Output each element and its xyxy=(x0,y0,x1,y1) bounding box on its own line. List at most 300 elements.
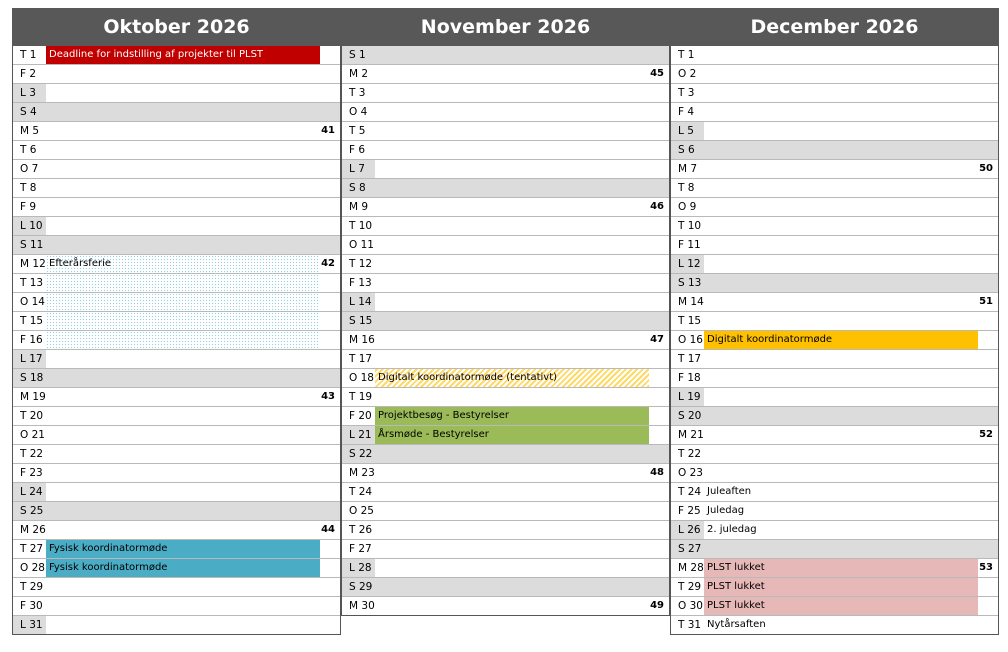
day-row xyxy=(13,444,340,463)
week-number: 53 xyxy=(979,562,993,573)
day-list xyxy=(670,46,999,635)
day-cell xyxy=(46,141,340,159)
day-row xyxy=(342,311,669,330)
day-label: S 25 xyxy=(13,502,46,520)
day-row xyxy=(13,178,340,197)
month-title: Oktober 2026 xyxy=(12,8,341,46)
calendar-event: Efterårsferie xyxy=(46,255,320,273)
day-label: F 6 xyxy=(349,144,366,156)
day-row xyxy=(671,520,998,539)
day-cell xyxy=(375,179,669,197)
day-cell xyxy=(704,616,998,634)
week-number: 52 xyxy=(979,429,993,440)
day-label: L 5 xyxy=(671,122,704,140)
day-cell xyxy=(704,217,998,235)
month-column-october xyxy=(12,8,341,635)
day-label: L 7 xyxy=(342,160,375,178)
day-row xyxy=(671,140,998,159)
day-cell xyxy=(375,217,669,235)
week-number: 51 xyxy=(979,296,993,307)
day-label: S 22 xyxy=(342,445,375,463)
day-row xyxy=(13,539,340,558)
day-row xyxy=(671,273,998,292)
day-label: O 23 xyxy=(678,467,703,479)
day-label: S 13 xyxy=(671,274,704,292)
day-row xyxy=(13,254,340,273)
day-cell xyxy=(375,502,669,520)
day-label: T 12 xyxy=(349,258,373,270)
day-cell xyxy=(46,578,340,596)
day-label: T 3 xyxy=(678,87,695,99)
day-label: T 5 xyxy=(349,125,366,137)
day-cell xyxy=(704,578,998,596)
day-label: L 21 xyxy=(342,426,375,444)
day-cell xyxy=(704,331,998,349)
day-label: T 8 xyxy=(20,182,37,194)
day-cell xyxy=(46,179,340,197)
day-label: S 20 xyxy=(671,407,704,425)
day-cell xyxy=(375,445,669,463)
day-row xyxy=(342,102,669,121)
day-cell xyxy=(375,122,669,140)
day-row xyxy=(671,121,998,140)
day-label: T 27 xyxy=(20,543,44,555)
day-row xyxy=(342,216,669,235)
day-label: O 2 xyxy=(678,68,697,80)
day-label: O 11 xyxy=(349,239,374,251)
month-title: December 2026 xyxy=(670,8,999,46)
day-row xyxy=(671,235,998,254)
day-cell xyxy=(375,312,669,330)
day-cell xyxy=(375,331,669,349)
calendar-event: PLST lukket xyxy=(704,597,978,615)
day-row xyxy=(671,102,998,121)
week-number: 47 xyxy=(650,334,664,345)
week-number: 44 xyxy=(321,524,335,535)
day-row xyxy=(671,558,998,577)
day-row xyxy=(13,330,340,349)
day-row xyxy=(671,311,998,330)
day-label: F 4 xyxy=(678,106,695,118)
month-column-december xyxy=(670,8,999,635)
day-cell xyxy=(46,312,340,330)
day-label: T 19 xyxy=(349,391,373,403)
day-label: T 13 xyxy=(20,277,44,289)
day-label: L 28 xyxy=(342,559,375,577)
day-cell xyxy=(46,122,340,140)
day-row xyxy=(13,349,340,368)
day-row xyxy=(671,387,998,406)
calendar-event xyxy=(46,293,320,311)
day-label: M 23 xyxy=(349,467,375,479)
day-row xyxy=(342,235,669,254)
day-row xyxy=(13,368,340,387)
calendar-event: 2. juledag xyxy=(707,524,757,535)
day-label: M 14 xyxy=(678,296,704,308)
day-label: T 20 xyxy=(20,410,44,422)
day-row xyxy=(671,159,998,178)
day-row xyxy=(342,482,669,501)
day-cell xyxy=(46,502,340,520)
day-row xyxy=(342,349,669,368)
day-cell xyxy=(704,293,998,311)
day-cell xyxy=(375,407,669,425)
day-label: T 15 xyxy=(678,315,702,327)
day-row xyxy=(342,273,669,292)
day-row xyxy=(671,178,998,197)
calendar-event xyxy=(46,274,320,292)
day-label: S 11 xyxy=(13,236,46,254)
day-label: F 20 xyxy=(349,410,372,422)
day-cell xyxy=(46,616,340,634)
week-number: 43 xyxy=(321,391,335,402)
day-label: F 23 xyxy=(20,467,43,479)
day-label: F 11 xyxy=(678,239,701,251)
day-cell xyxy=(46,597,340,615)
day-cell xyxy=(704,350,998,368)
day-cell xyxy=(46,217,340,235)
day-label: T 1 xyxy=(20,49,37,61)
day-row xyxy=(342,368,669,387)
day-row xyxy=(342,64,669,83)
day-cell xyxy=(375,597,669,615)
day-row xyxy=(342,444,669,463)
week-number: 50 xyxy=(979,163,993,174)
day-row xyxy=(13,197,340,216)
day-label: M 19 xyxy=(20,391,46,403)
day-label: L 12 xyxy=(671,255,704,273)
day-row xyxy=(342,558,669,577)
day-label: M 30 xyxy=(349,600,375,612)
day-label: T 22 xyxy=(678,448,702,460)
day-cell xyxy=(46,331,340,349)
day-row xyxy=(13,387,340,406)
day-row xyxy=(671,83,998,102)
day-label: F 13 xyxy=(349,277,372,289)
day-label: L 17 xyxy=(13,350,46,368)
day-row xyxy=(13,216,340,235)
day-row xyxy=(671,406,998,425)
day-cell xyxy=(704,464,998,482)
day-cell xyxy=(46,103,340,121)
day-row xyxy=(342,406,669,425)
calendar-event: Digitalt koordinatormøde xyxy=(704,331,978,349)
day-cell xyxy=(375,426,669,444)
day-label: T 24 xyxy=(678,486,702,498)
day-label: L 14 xyxy=(342,293,375,311)
calendar-event xyxy=(46,331,320,349)
day-cell xyxy=(704,388,998,406)
day-cell xyxy=(704,521,998,539)
day-label: M 12 xyxy=(20,258,46,270)
calendar-event: PLST lukket xyxy=(704,559,978,577)
day-row xyxy=(13,235,340,254)
day-cell xyxy=(375,274,669,292)
day-label: L 26 xyxy=(671,521,704,539)
day-row xyxy=(671,254,998,273)
day-cell xyxy=(704,407,998,425)
day-label: M 16 xyxy=(349,334,375,346)
day-cell xyxy=(46,160,340,178)
day-cell xyxy=(46,388,340,406)
day-row xyxy=(13,482,340,501)
day-label: O 14 xyxy=(20,296,45,308)
day-cell xyxy=(375,198,669,216)
day-cell xyxy=(46,521,340,539)
day-cell xyxy=(704,540,998,558)
day-cell xyxy=(375,388,669,406)
day-cell xyxy=(46,84,340,102)
day-cell xyxy=(46,255,340,273)
day-cell xyxy=(704,103,998,121)
day-cell xyxy=(46,464,340,482)
day-label: T 8 xyxy=(678,182,695,194)
day-label: S 18 xyxy=(13,369,46,387)
day-label: S 29 xyxy=(342,578,375,596)
day-row xyxy=(342,83,669,102)
day-label: F 30 xyxy=(20,600,43,612)
day-list xyxy=(341,46,670,616)
calendar-event: Projektbesøg - Bestyrelser xyxy=(375,407,649,425)
day-cell xyxy=(375,103,669,121)
day-row xyxy=(671,46,998,64)
day-label: T 3 xyxy=(349,87,366,99)
day-cell xyxy=(375,369,669,387)
calendar-event: Deadline for indstilling af projekter til PLST xyxy=(46,46,320,64)
day-label: O 21 xyxy=(20,429,45,441)
day-label: M 2 xyxy=(349,68,369,80)
day-cell xyxy=(704,312,998,330)
day-row xyxy=(13,292,340,311)
day-cell xyxy=(704,160,998,178)
day-row xyxy=(13,121,340,140)
day-row xyxy=(671,330,998,349)
day-row xyxy=(342,159,669,178)
day-row xyxy=(671,197,998,216)
calendar-event: Juledag xyxy=(707,505,745,516)
day-cell xyxy=(375,483,669,501)
day-cell xyxy=(704,483,998,501)
day-row xyxy=(342,330,669,349)
day-label: S 4 xyxy=(13,103,46,121)
day-label: L 24 xyxy=(13,483,46,501)
day-cell xyxy=(46,293,340,311)
day-label: O 7 xyxy=(20,163,39,175)
day-label: O 25 xyxy=(349,505,374,517)
day-label: S 27 xyxy=(671,540,704,558)
day-label: S 6 xyxy=(671,141,704,159)
day-label: T 17 xyxy=(349,353,373,365)
day-row xyxy=(13,501,340,520)
day-row xyxy=(13,83,340,102)
month-column-november xyxy=(341,8,670,616)
day-label: T 1 xyxy=(678,49,695,61)
day-cell xyxy=(375,255,669,273)
day-cell xyxy=(375,84,669,102)
week-number: 49 xyxy=(650,600,664,611)
day-cell xyxy=(704,65,998,83)
day-row xyxy=(342,140,669,159)
day-label: L 3 xyxy=(13,84,46,102)
day-label: F 2 xyxy=(20,68,37,80)
day-row xyxy=(13,102,340,121)
day-label: L 19 xyxy=(671,388,704,406)
calendar-event: Juleaften xyxy=(707,486,752,497)
day-label: F 9 xyxy=(20,201,37,213)
day-cell xyxy=(375,46,669,64)
day-label: T 29 xyxy=(20,581,44,593)
calendar-event: PLST lukket xyxy=(704,578,978,596)
day-label: M 7 xyxy=(678,163,698,175)
day-cell xyxy=(704,274,998,292)
day-row xyxy=(342,387,669,406)
day-label: O 16 xyxy=(678,334,703,346)
day-cell xyxy=(375,141,669,159)
day-cell xyxy=(46,483,340,501)
day-label: T 24 xyxy=(349,486,373,498)
week-number: 48 xyxy=(650,467,664,478)
day-row xyxy=(13,577,340,596)
day-row xyxy=(13,159,340,178)
day-row xyxy=(671,368,998,387)
day-label: M 21 xyxy=(678,429,704,441)
day-cell xyxy=(46,65,340,83)
day-row xyxy=(13,425,340,444)
calendar-event: Nytårsaften xyxy=(707,619,766,630)
day-cell xyxy=(375,293,669,311)
calendar-event: Årsmøde - Bestyrelser xyxy=(375,426,649,444)
day-label: L 31 xyxy=(13,616,46,634)
day-row xyxy=(342,197,669,216)
day-row xyxy=(671,216,998,235)
day-cell xyxy=(46,274,340,292)
day-cell xyxy=(704,179,998,197)
day-row xyxy=(342,520,669,539)
day-row xyxy=(13,463,340,482)
day-label: O 28 xyxy=(20,562,45,574)
day-label: T 10 xyxy=(678,220,702,232)
day-label: O 4 xyxy=(349,106,368,118)
day-label: O 9 xyxy=(678,201,697,213)
day-cell xyxy=(704,445,998,463)
day-row xyxy=(342,292,669,311)
day-cell xyxy=(46,540,340,558)
day-row xyxy=(342,577,669,596)
day-label: F 27 xyxy=(349,543,372,555)
day-cell xyxy=(375,65,669,83)
day-label: T 15 xyxy=(20,315,44,327)
day-row xyxy=(342,463,669,482)
day-row xyxy=(13,596,340,615)
week-number: 41 xyxy=(321,125,335,136)
day-cell xyxy=(375,464,669,482)
day-label: T 29 xyxy=(678,581,702,593)
day-cell xyxy=(704,46,998,64)
day-cell xyxy=(375,350,669,368)
day-cell xyxy=(704,122,998,140)
day-label: F 25 xyxy=(678,505,701,517)
day-row xyxy=(13,311,340,330)
day-row xyxy=(671,577,998,596)
day-row xyxy=(671,501,998,520)
day-list xyxy=(12,46,341,635)
day-label: T 31 xyxy=(678,619,702,631)
day-label: M 9 xyxy=(349,201,369,213)
calendar-event: Fysisk koordinatormøde xyxy=(46,559,320,577)
day-row xyxy=(13,520,340,539)
day-row xyxy=(671,425,998,444)
day-cell xyxy=(375,236,669,254)
day-cell xyxy=(46,559,340,577)
day-cell xyxy=(375,521,669,539)
day-cell xyxy=(704,502,998,520)
calendar-event: Fysisk koordinatormøde xyxy=(46,540,320,558)
day-row xyxy=(671,64,998,83)
day-label: O 18 xyxy=(349,372,374,384)
day-label: T 17 xyxy=(678,353,702,365)
week-number: 45 xyxy=(650,68,664,79)
day-row xyxy=(342,254,669,273)
day-cell xyxy=(375,160,669,178)
day-row xyxy=(671,615,998,634)
day-row xyxy=(342,539,669,558)
day-row xyxy=(671,463,998,482)
day-row xyxy=(13,273,340,292)
day-row xyxy=(342,121,669,140)
day-label: S 15 xyxy=(342,312,375,330)
day-row xyxy=(342,178,669,197)
calendar-event: Digitalt koordinatormøde (tentativt) xyxy=(375,369,649,387)
day-cell xyxy=(375,540,669,558)
day-label: T 22 xyxy=(20,448,44,460)
day-row xyxy=(671,444,998,463)
day-cell xyxy=(704,84,998,102)
day-row xyxy=(342,501,669,520)
day-cell xyxy=(704,236,998,254)
calendar-event xyxy=(46,312,320,330)
day-row xyxy=(671,596,998,615)
day-row xyxy=(13,46,340,64)
day-cell xyxy=(46,369,340,387)
day-label: T 26 xyxy=(349,524,373,536)
day-row xyxy=(342,596,669,615)
day-cell xyxy=(375,578,669,596)
day-label: L 10 xyxy=(13,217,46,235)
day-cell xyxy=(46,198,340,216)
day-label: F 16 xyxy=(20,334,43,346)
day-label: T 10 xyxy=(349,220,373,232)
day-label: T 6 xyxy=(20,144,37,156)
day-row xyxy=(671,349,998,368)
day-label: O 30 xyxy=(678,600,703,612)
day-cell xyxy=(704,369,998,387)
day-label: F 18 xyxy=(678,372,701,384)
day-cell xyxy=(46,236,340,254)
week-number: 46 xyxy=(650,201,664,212)
day-cell xyxy=(46,407,340,425)
day-row xyxy=(342,46,669,64)
month-title: November 2026 xyxy=(341,8,670,46)
day-cell xyxy=(704,559,998,577)
day-cell xyxy=(46,445,340,463)
day-label: S 1 xyxy=(342,46,375,64)
day-row xyxy=(671,482,998,501)
day-cell xyxy=(46,350,340,368)
day-row xyxy=(13,558,340,577)
day-row xyxy=(13,140,340,159)
day-row xyxy=(13,64,340,83)
day-cell xyxy=(375,559,669,577)
